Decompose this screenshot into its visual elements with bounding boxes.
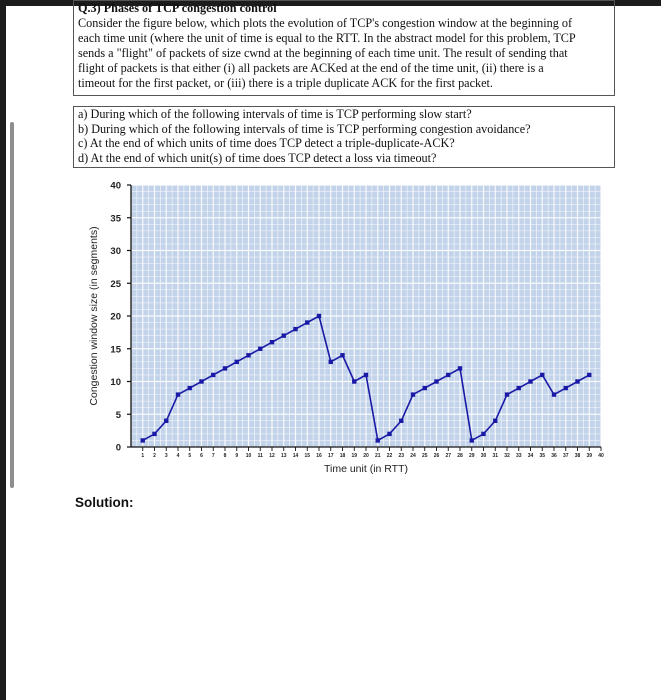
y-tick-label: 35 (110, 213, 121, 225)
x-tick-label: 3 (164, 453, 168, 459)
left-border (0, 0, 6, 700)
x-tick-label: 22 (386, 453, 393, 459)
data-point (152, 432, 156, 436)
data-point (293, 327, 297, 331)
x-tick-label: 20 (363, 453, 369, 459)
x-tick-label: 36 (551, 453, 557, 459)
data-point (223, 366, 227, 370)
solution-label: Solution: (75, 495, 134, 510)
data-point (329, 360, 333, 364)
question-title: Q.3) Phases of TCP congestion control (78, 1, 277, 15)
data-point (505, 392, 509, 396)
data-point (575, 379, 579, 383)
data-point (387, 432, 391, 436)
x-tick-label: 10 (245, 453, 252, 459)
data-point (540, 373, 544, 377)
x-tick-label: 34 (527, 453, 534, 459)
x-tick-label: 7 (211, 453, 215, 459)
data-point (246, 353, 250, 357)
data-point (564, 386, 568, 390)
x-tick-label: 18 (339, 453, 346, 459)
data-point (458, 366, 462, 370)
y-tick-label: 5 (115, 409, 121, 421)
x-tick-label: 21 (374, 453, 381, 459)
x-tick-label: 27 (445, 453, 452, 459)
x-tick-label: 29 (468, 453, 475, 459)
data-point (235, 360, 239, 364)
data-point (164, 419, 168, 423)
x-tick-label: 38 (574, 453, 581, 459)
data-point (176, 392, 180, 396)
question-parts-box (73, 106, 615, 168)
x-tick-label: 23 (398, 453, 405, 459)
data-point (340, 353, 344, 357)
data-point (552, 392, 556, 396)
x-tick-label: 35 (539, 453, 546, 459)
question-part-d: d) At the end of which unit(s) of time does TCP detect a loss via timeout? (78, 150, 437, 165)
data-point (376, 438, 380, 442)
x-tick-label: 5 (188, 453, 192, 459)
x-tick-label: 25 (421, 453, 428, 459)
data-point (493, 419, 497, 423)
x-tick-label: 40 (598, 453, 604, 459)
data-point (199, 379, 203, 383)
question-intro-box (73, 0, 615, 96)
data-point (188, 386, 192, 390)
x-tick-label: 6 (200, 453, 203, 459)
y-tick-label: 25 (110, 278, 121, 290)
x-tick-label: 2 (153, 453, 156, 459)
x-tick-label: 14 (292, 453, 299, 459)
x-tick-label: 15 (304, 453, 311, 459)
x-tick-label: 9 (235, 453, 239, 459)
data-point (528, 379, 532, 383)
data-point (517, 386, 521, 390)
data-point (211, 373, 215, 377)
x-tick-label: 1 (141, 453, 145, 459)
x-tick-label: 13 (280, 453, 287, 459)
x-axis-label: Time unit (in RTT) (323, 463, 409, 475)
x-tick-label: 39 (586, 453, 593, 459)
data-point (399, 419, 403, 423)
x-tick-label: 28 (457, 453, 463, 459)
y-tick-label: 40 (110, 180, 121, 192)
data-point (305, 320, 309, 324)
y-axis-label: Congestion window size (in segments) (88, 226, 100, 406)
data-point (282, 333, 286, 337)
x-tick-label: 16 (316, 453, 322, 459)
question-part-b: b) During which of the following intervals of time is TCP performing congestion avoidance? (78, 121, 531, 136)
x-tick-label: 17 (327, 453, 334, 459)
x-tick-label: 24 (410, 453, 416, 459)
x-tick-label: 12 (269, 453, 275, 459)
x-tick-label: 4 (176, 453, 180, 459)
question-line: timeout for the first packet, or (iii) there is a triple duplicate ACK for the first packet. (78, 76, 493, 90)
data-point (446, 373, 450, 377)
x-tick-label: 33 (515, 453, 522, 459)
question-line: sends a "flight" of packets of size cwnd at the beginning of each time unit. The result of sending that (78, 46, 568, 60)
question-part-a: a) During which of the following intervals of time is TCP performing slow start? (78, 107, 472, 121)
question-line: flight of packets is that either (i) all packets are ACKed at the end of the time unit, (ii) there is a (78, 61, 544, 75)
x-tick-label: 31 (492, 453, 499, 459)
x-tick-label: 26 (433, 453, 440, 459)
y-tick-label: 15 (110, 344, 121, 356)
question-line: each time unit (where the unit of time is equal to the RTT. In the abstract model for this problem, TCP (78, 31, 576, 45)
data-point (258, 347, 262, 351)
data-point (364, 373, 368, 377)
x-tick-label: 11 (257, 453, 263, 459)
question-line: Consider the figure below, which plots the evolution of TCP's congestion window at the beginning of (78, 16, 573, 30)
data-point (434, 379, 438, 383)
scrollbar[interactable] (10, 122, 14, 488)
x-tick-label: 19 (351, 453, 358, 459)
data-point (317, 314, 321, 318)
data-point (270, 340, 274, 344)
x-tick-label: 30 (480, 453, 487, 459)
x-tick-label: 37 (562, 453, 569, 459)
data-point (411, 392, 415, 396)
data-point (423, 386, 427, 390)
cwnd-chart (73, 174, 613, 484)
data-point (587, 373, 591, 377)
data-point (352, 379, 356, 383)
y-tick-label: 30 (110, 246, 121, 257)
data-point (470, 438, 474, 442)
y-tick-label: 0 (115, 442, 121, 454)
data-point (481, 432, 485, 436)
question-part-c: c) At the end of which units of time does TCP detect a triple-duplicate-ACK? (78, 136, 455, 150)
y-tick-label: 20 (110, 311, 121, 323)
data-point (141, 438, 145, 442)
y-tick-label: 10 (110, 377, 121, 388)
x-tick-label: 32 (504, 453, 510, 459)
x-tick-label: 8 (223, 453, 227, 459)
